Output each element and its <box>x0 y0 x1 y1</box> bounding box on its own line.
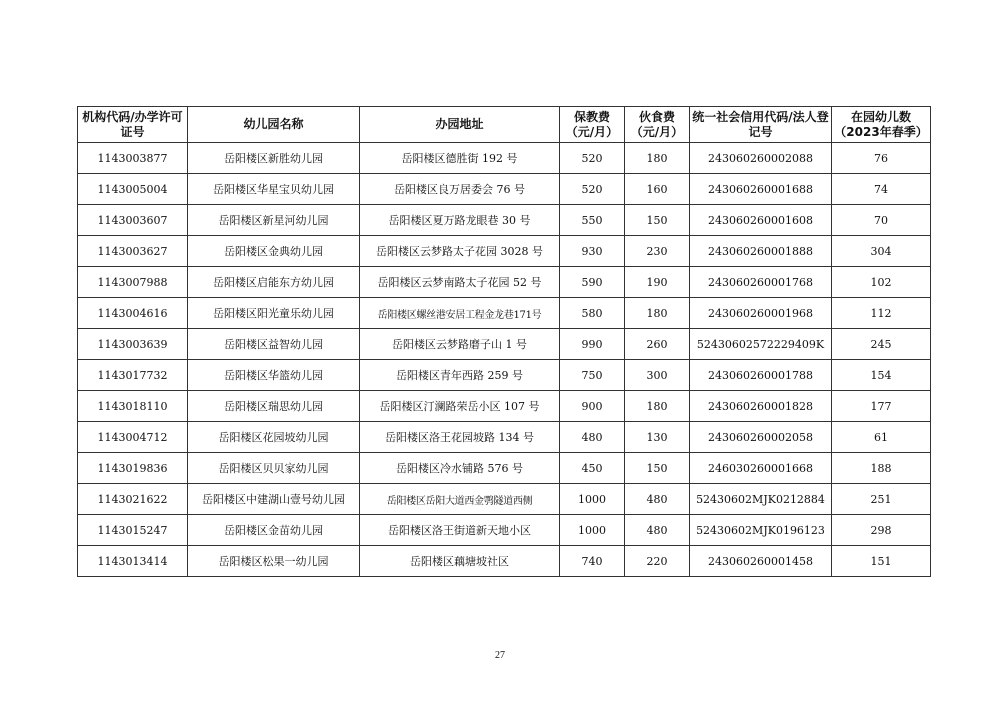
cell-address: 岳阳楼区冷水铺路 576 号 <box>360 453 560 484</box>
table-row <box>78 267 931 298</box>
cell-fee: 930 <box>560 236 625 267</box>
cell-credit: 246030260001668 <box>690 453 832 484</box>
cell-credit: 52430602572229409K <box>690 329 832 360</box>
cell-meal: 230 <box>625 236 690 267</box>
cell-fee: 590 <box>560 267 625 298</box>
cell-credit: 243060260001828 <box>690 391 832 422</box>
table-header-row <box>78 107 931 143</box>
cell-name: 岳阳楼区华篮幼儿园 <box>188 360 360 391</box>
header-enrollment: 在园幼儿数（2023年春季） <box>832 107 931 143</box>
cell-address: 岳阳楼区洛王花园坡路 134 号 <box>360 422 560 453</box>
cell-meal: 190 <box>625 267 690 298</box>
cell-code: 1143004616 <box>78 298 188 329</box>
cell-address: 岳阳楼区德胜街 192 号 <box>360 143 560 174</box>
cell-name: 岳阳楼区阳光童乐幼儿园 <box>188 298 360 329</box>
cell-credit: 52430602MJK0196123 <box>690 515 832 546</box>
cell-code: 1143018110 <box>78 391 188 422</box>
table-row <box>78 143 931 174</box>
table-row <box>78 484 931 515</box>
cell-address: 岳阳楼区云梦路太子花园 3028 号 <box>360 236 560 267</box>
cell-count: 70 <box>832 205 931 236</box>
cell-credit: 243060260002058 <box>690 422 832 453</box>
cell-code: 1143003877 <box>78 143 188 174</box>
cell-meal: 180 <box>625 143 690 174</box>
cell-code: 1143019836 <box>78 453 188 484</box>
cell-code: 1143013414 <box>78 546 188 577</box>
kindergarten-table <box>77 106 931 577</box>
header-tuition-fee: 保教费（元/月） <box>560 107 625 143</box>
cell-address: 岳阳楼区洛王街道新天地小区 <box>360 515 560 546</box>
table-row <box>78 174 931 205</box>
table-row <box>78 422 931 453</box>
cell-address: 岳阳楼区云梦路磨子山 1 号 <box>360 329 560 360</box>
cell-count: 154 <box>832 360 931 391</box>
cell-fee: 740 <box>560 546 625 577</box>
cell-count: 177 <box>832 391 931 422</box>
cell-credit: 243060260002088 <box>690 143 832 174</box>
cell-count: 76 <box>832 143 931 174</box>
cell-count: 61 <box>832 422 931 453</box>
header-meal-fee: 伙食费（元/月） <box>625 107 690 143</box>
cell-name: 岳阳楼区松果一幼儿园 <box>188 546 360 577</box>
cell-count: 251 <box>832 484 931 515</box>
cell-credit: 243060260001688 <box>690 174 832 205</box>
cell-count: 188 <box>832 453 931 484</box>
table-row <box>78 453 931 484</box>
cell-credit: 243060260001458 <box>690 546 832 577</box>
cell-count: 151 <box>832 546 931 577</box>
cell-code: 1143003607 <box>78 205 188 236</box>
cell-code: 1143005004 <box>78 174 188 205</box>
cell-name: 岳阳楼区益智幼儿园 <box>188 329 360 360</box>
cell-meal: 300 <box>625 360 690 391</box>
cell-code: 1143003639 <box>78 329 188 360</box>
cell-count: 102 <box>832 267 931 298</box>
cell-fee: 990 <box>560 329 625 360</box>
cell-count: 112 <box>832 298 931 329</box>
cell-address: 岳阳楼区螺丝港安居工程金龙巷171号 <box>360 298 560 329</box>
cell-code: 1143021622 <box>78 484 188 515</box>
cell-fee: 750 <box>560 360 625 391</box>
page-number: 27 <box>495 650 505 661</box>
cell-fee: 900 <box>560 391 625 422</box>
table-row <box>78 329 931 360</box>
cell-name: 岳阳楼区花园坡幼儿园 <box>188 422 360 453</box>
cell-name: 岳阳楼区贝贝家幼儿园 <box>188 453 360 484</box>
cell-meal: 150 <box>625 205 690 236</box>
header-institution-code: 机构代码/办学许可证号 <box>78 107 188 143</box>
cell-count: 298 <box>832 515 931 546</box>
cell-code: 1143017732 <box>78 360 188 391</box>
cell-meal: 480 <box>625 515 690 546</box>
cell-address: 岳阳楼区青年西路 259 号 <box>360 360 560 391</box>
cell-meal: 130 <box>625 422 690 453</box>
cell-fee: 1000 <box>560 515 625 546</box>
cell-name: 岳阳楼区新胜幼儿园 <box>188 143 360 174</box>
cell-meal: 150 <box>625 453 690 484</box>
cell-count: 245 <box>832 329 931 360</box>
cell-meal: 180 <box>625 391 690 422</box>
cell-meal: 220 <box>625 546 690 577</box>
cell-meal: 180 <box>625 298 690 329</box>
table-row <box>78 546 931 577</box>
table-row <box>78 236 931 267</box>
cell-address: 岳阳楼区藕塘坡社区 <box>360 546 560 577</box>
cell-meal: 480 <box>625 484 690 515</box>
cell-address: 岳阳楼区夏万路龙眼巷 30 号 <box>360 205 560 236</box>
table-row <box>78 360 931 391</box>
cell-address: 岳阳楼区岳阳大道西金鹗隧道西侧 <box>360 484 560 515</box>
cell-credit: 243060260001888 <box>690 236 832 267</box>
table-row <box>78 391 931 422</box>
cell-credit: 243060260001788 <box>690 360 832 391</box>
cell-name: 岳阳楼区金典幼儿园 <box>188 236 360 267</box>
cell-address: 岳阳楼区良万居委会 76 号 <box>360 174 560 205</box>
cell-name: 岳阳楼区启能东方幼儿园 <box>188 267 360 298</box>
cell-code: 1143004712 <box>78 422 188 453</box>
cell-name: 岳阳楼区中建湖山壹号幼儿园 <box>188 484 360 515</box>
cell-fee: 520 <box>560 174 625 205</box>
table-row <box>78 515 931 546</box>
cell-credit: 243060260001968 <box>690 298 832 329</box>
cell-fee: 450 <box>560 453 625 484</box>
cell-credit: 243060260001768 <box>690 267 832 298</box>
cell-code: 1143007988 <box>78 267 188 298</box>
cell-name: 岳阳楼区华星宝贝幼儿园 <box>188 174 360 205</box>
table-row <box>78 205 931 236</box>
cell-fee: 480 <box>560 422 625 453</box>
cell-count: 74 <box>832 174 931 205</box>
cell-fee: 580 <box>560 298 625 329</box>
cell-name: 岳阳楼区金苗幼儿园 <box>188 515 360 546</box>
header-kindergarten-name: 幼儿园名称 <box>188 107 360 143</box>
cell-code: 1143015247 <box>78 515 188 546</box>
cell-fee: 1000 <box>560 484 625 515</box>
header-credit-code: 统一社会信用代码/法人登记号 <box>690 107 832 143</box>
table-row <box>78 298 931 329</box>
cell-meal: 260 <box>625 329 690 360</box>
cell-address: 岳阳楼区云梦南路太子花园 52 号 <box>360 267 560 298</box>
cell-count: 304 <box>832 236 931 267</box>
cell-credit: 243060260001608 <box>690 205 832 236</box>
cell-code: 1143003627 <box>78 236 188 267</box>
cell-address: 岳阳楼区汀澜路荣岳小区 107 号 <box>360 391 560 422</box>
header-address: 办园地址 <box>360 107 560 143</box>
cell-credit: 52430602MJK0212884 <box>690 484 832 515</box>
cell-name: 岳阳楼区新星河幼儿园 <box>188 205 360 236</box>
cell-fee: 520 <box>560 143 625 174</box>
cell-name: 岳阳楼区瑞思幼儿园 <box>188 391 360 422</box>
cell-fee: 550 <box>560 205 625 236</box>
cell-meal: 160 <box>625 174 690 205</box>
